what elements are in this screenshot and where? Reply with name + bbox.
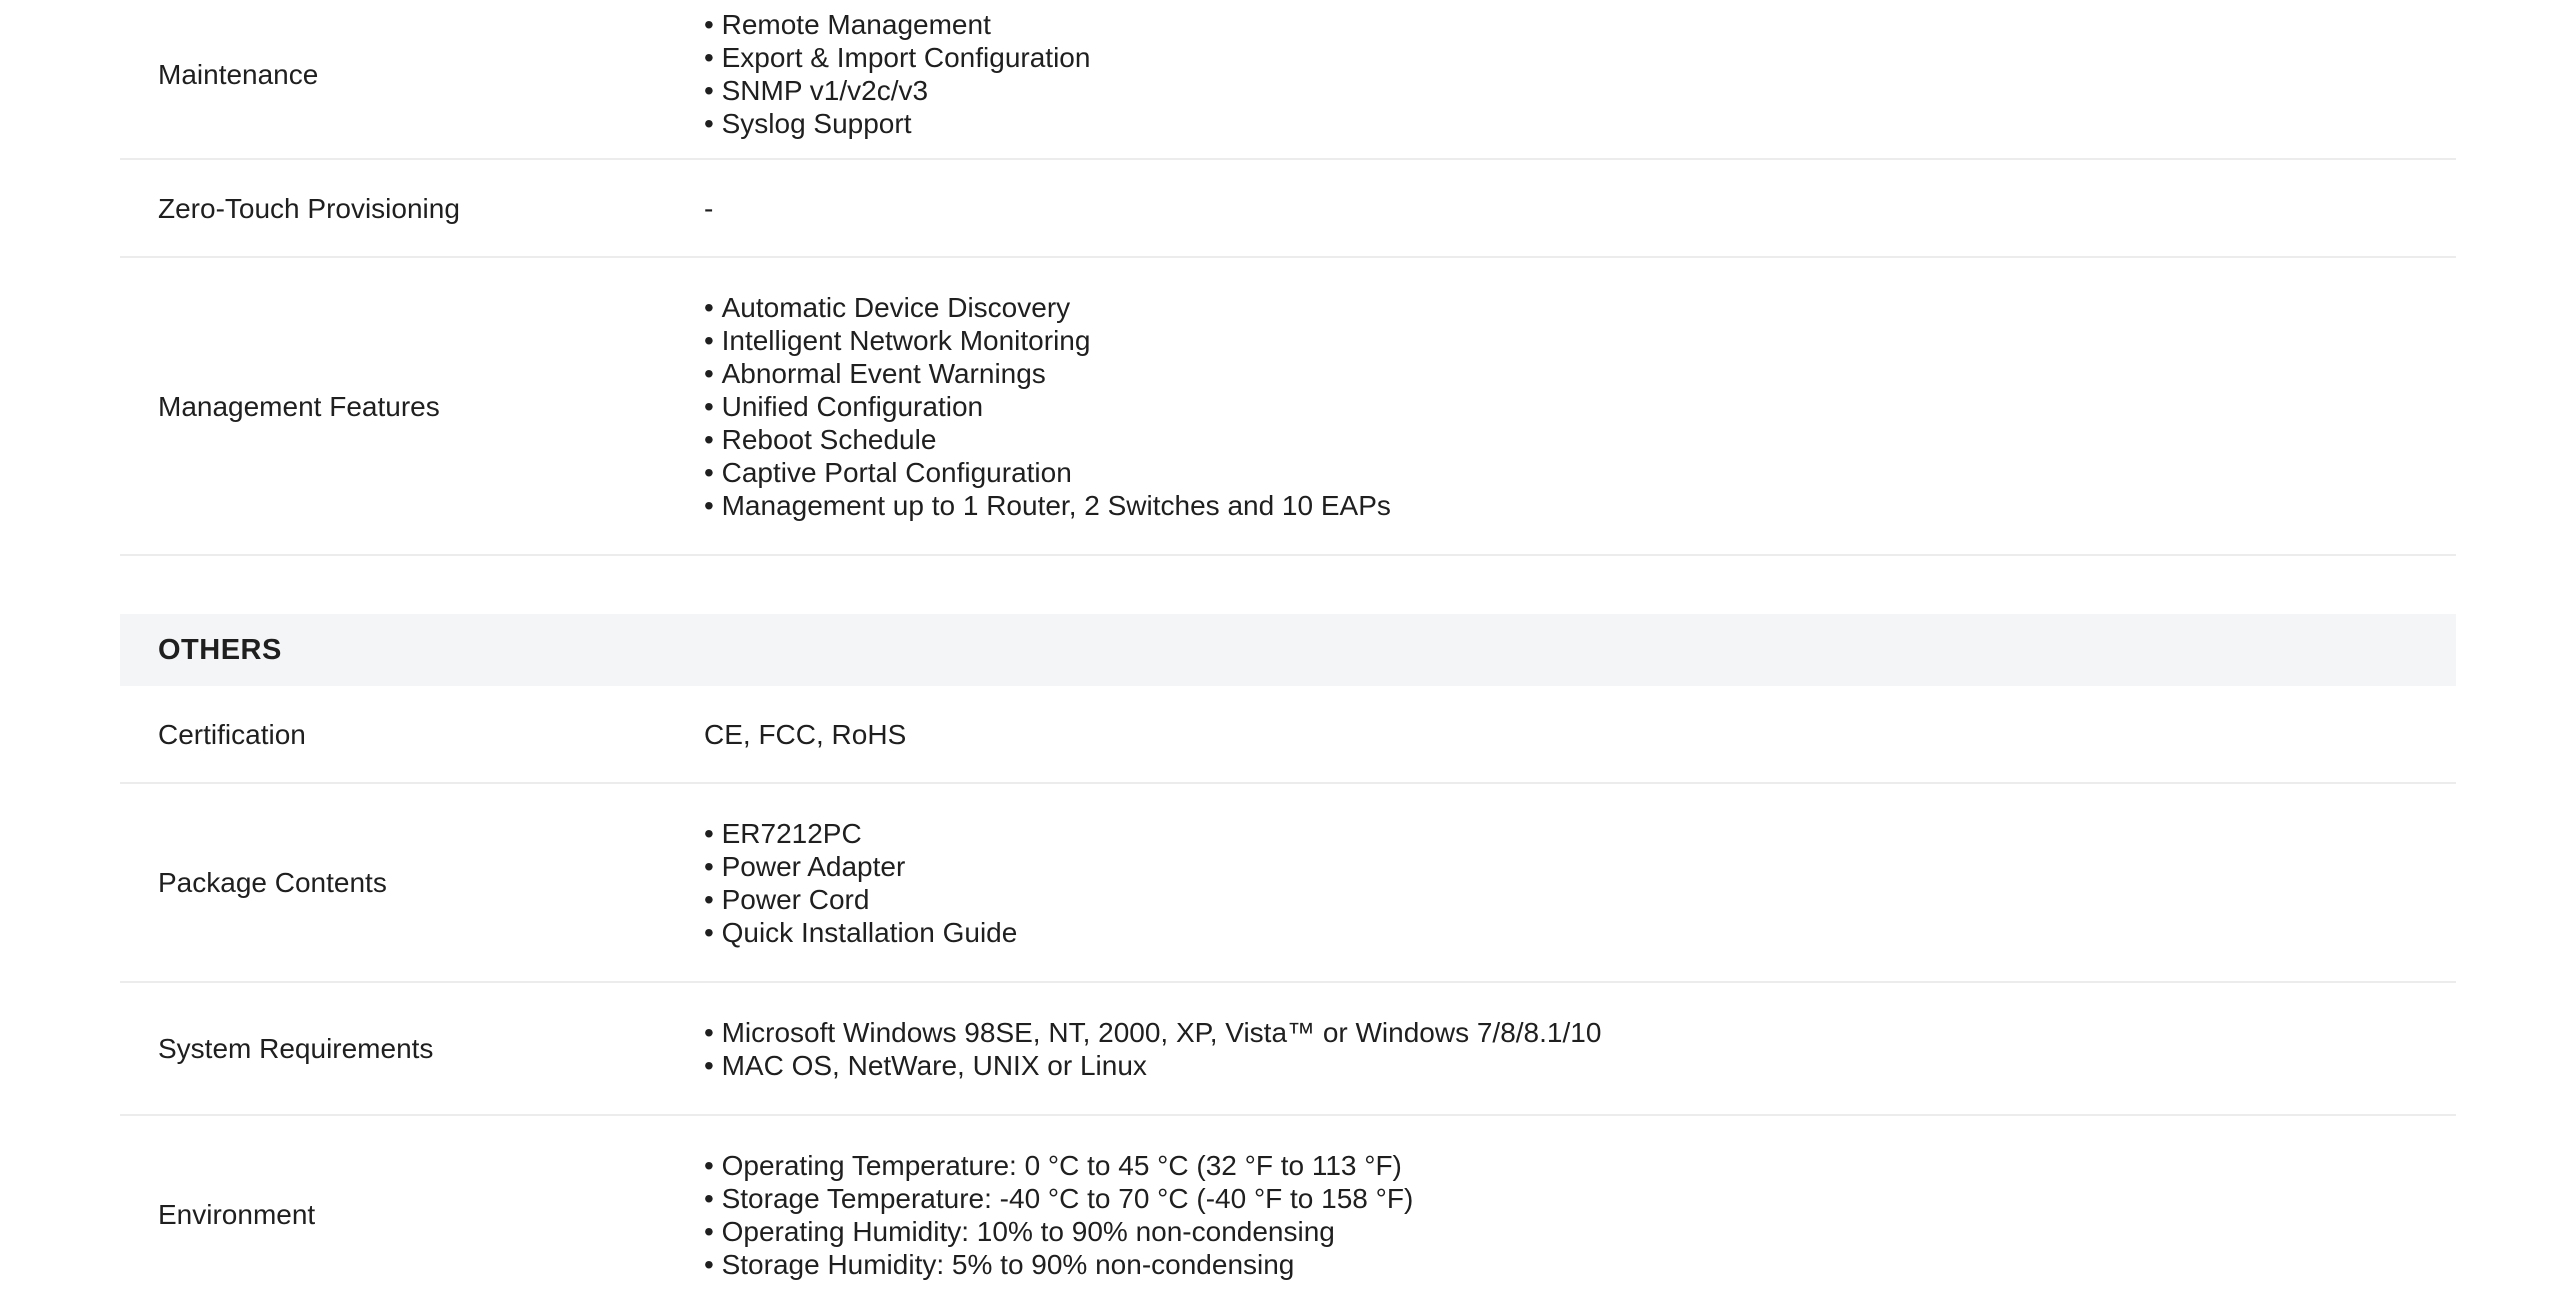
- spec-label: Package Contents: [158, 867, 387, 898]
- spec-list-item: • Syslog Support: [704, 107, 1090, 140]
- spec-list-item: • Export & Import Configuration: [704, 41, 1090, 74]
- spec-list-item: • Reboot Schedule: [704, 423, 1391, 456]
- spec-list-item: • Storage Humidity: 5% to 90% non-condensing: [704, 1248, 1413, 1281]
- spec-list-item: • Remote Management: [704, 8, 1090, 41]
- spec-row-certification: [120, 686, 2456, 784]
- spec-list-item: • Quick Installation Guide: [704, 916, 1017, 949]
- spec-row-system-requirements: [120, 983, 2456, 1116]
- spec-label: Environment: [158, 1199, 316, 1230]
- spec-list-item: • Power Adapter: [704, 850, 1017, 883]
- spec-row-environment: [120, 1116, 2456, 1313]
- spec-row-management-features: [120, 258, 2456, 556]
- spec-table: [120, 0, 2456, 1313]
- spec-list-item: • SNMP v1/v2c/v3: [704, 74, 1090, 107]
- spec-label: Maintenance: [158, 58, 319, 90]
- spec-value: [704, 291, 1391, 522]
- spec-label: Certification: [158, 718, 306, 750]
- spec-label: Zero-Touch Provisioning: [158, 192, 460, 224]
- spec-list-item: • Automatic Device Discovery: [704, 291, 1391, 324]
- spec-value: [704, 817, 1017, 949]
- spec-list-item: • Captive Portal Configuration: [704, 456, 1391, 489]
- spec-value: CE, FCC, RoHS: [704, 718, 907, 750]
- spec-list-item: • ER7212PC: [704, 817, 1017, 850]
- spec-label: System Requirements: [158, 1033, 434, 1064]
- spec-row-zero-touch-provisioning: [120, 160, 2456, 258]
- spec-value: [704, 1016, 1601, 1082]
- spec-value: [704, 1149, 1413, 1281]
- spec-list-item: • Storage Temperature: -40 °C to 70 °C (-40 °F to 158 °F): [704, 1182, 1413, 1215]
- spec-list-item: • Power Cord: [704, 883, 1017, 916]
- spec-list-item: • Management up to 1 Router, 2 Switches and 10 EAPs: [704, 489, 1391, 522]
- section-header-others: OTHERS: [120, 614, 2456, 686]
- spec-value: -: [704, 192, 714, 224]
- spec-list-item: • Abnormal Event Warnings: [704, 357, 1391, 390]
- spec-list-item: • Microsoft Windows 98SE, NT, 2000, XP, Vista™ or Windows 7/8/8.1/10: [704, 1016, 1601, 1049]
- spec-row-maintenance: [120, 0, 2456, 160]
- spec-row-package-contents: [120, 784, 2456, 983]
- spec-list-item: • Operating Humidity: 10% to 90% non-condensing: [704, 1215, 1413, 1248]
- spec-list-item: • Intelligent Network Monitoring: [704, 324, 1391, 357]
- spec-list-item: • Operating Temperature: 0 °C to 45 °C (32 °F to 113 °F): [704, 1149, 1413, 1182]
- spec-list-item: • MAC OS, NetWare, UNIX or Linux: [704, 1049, 1601, 1082]
- spec-label: Management Features: [158, 390, 440, 422]
- spec-list-item: • Unified Configuration: [704, 390, 1391, 423]
- spec-value: [704, 8, 1090, 140]
